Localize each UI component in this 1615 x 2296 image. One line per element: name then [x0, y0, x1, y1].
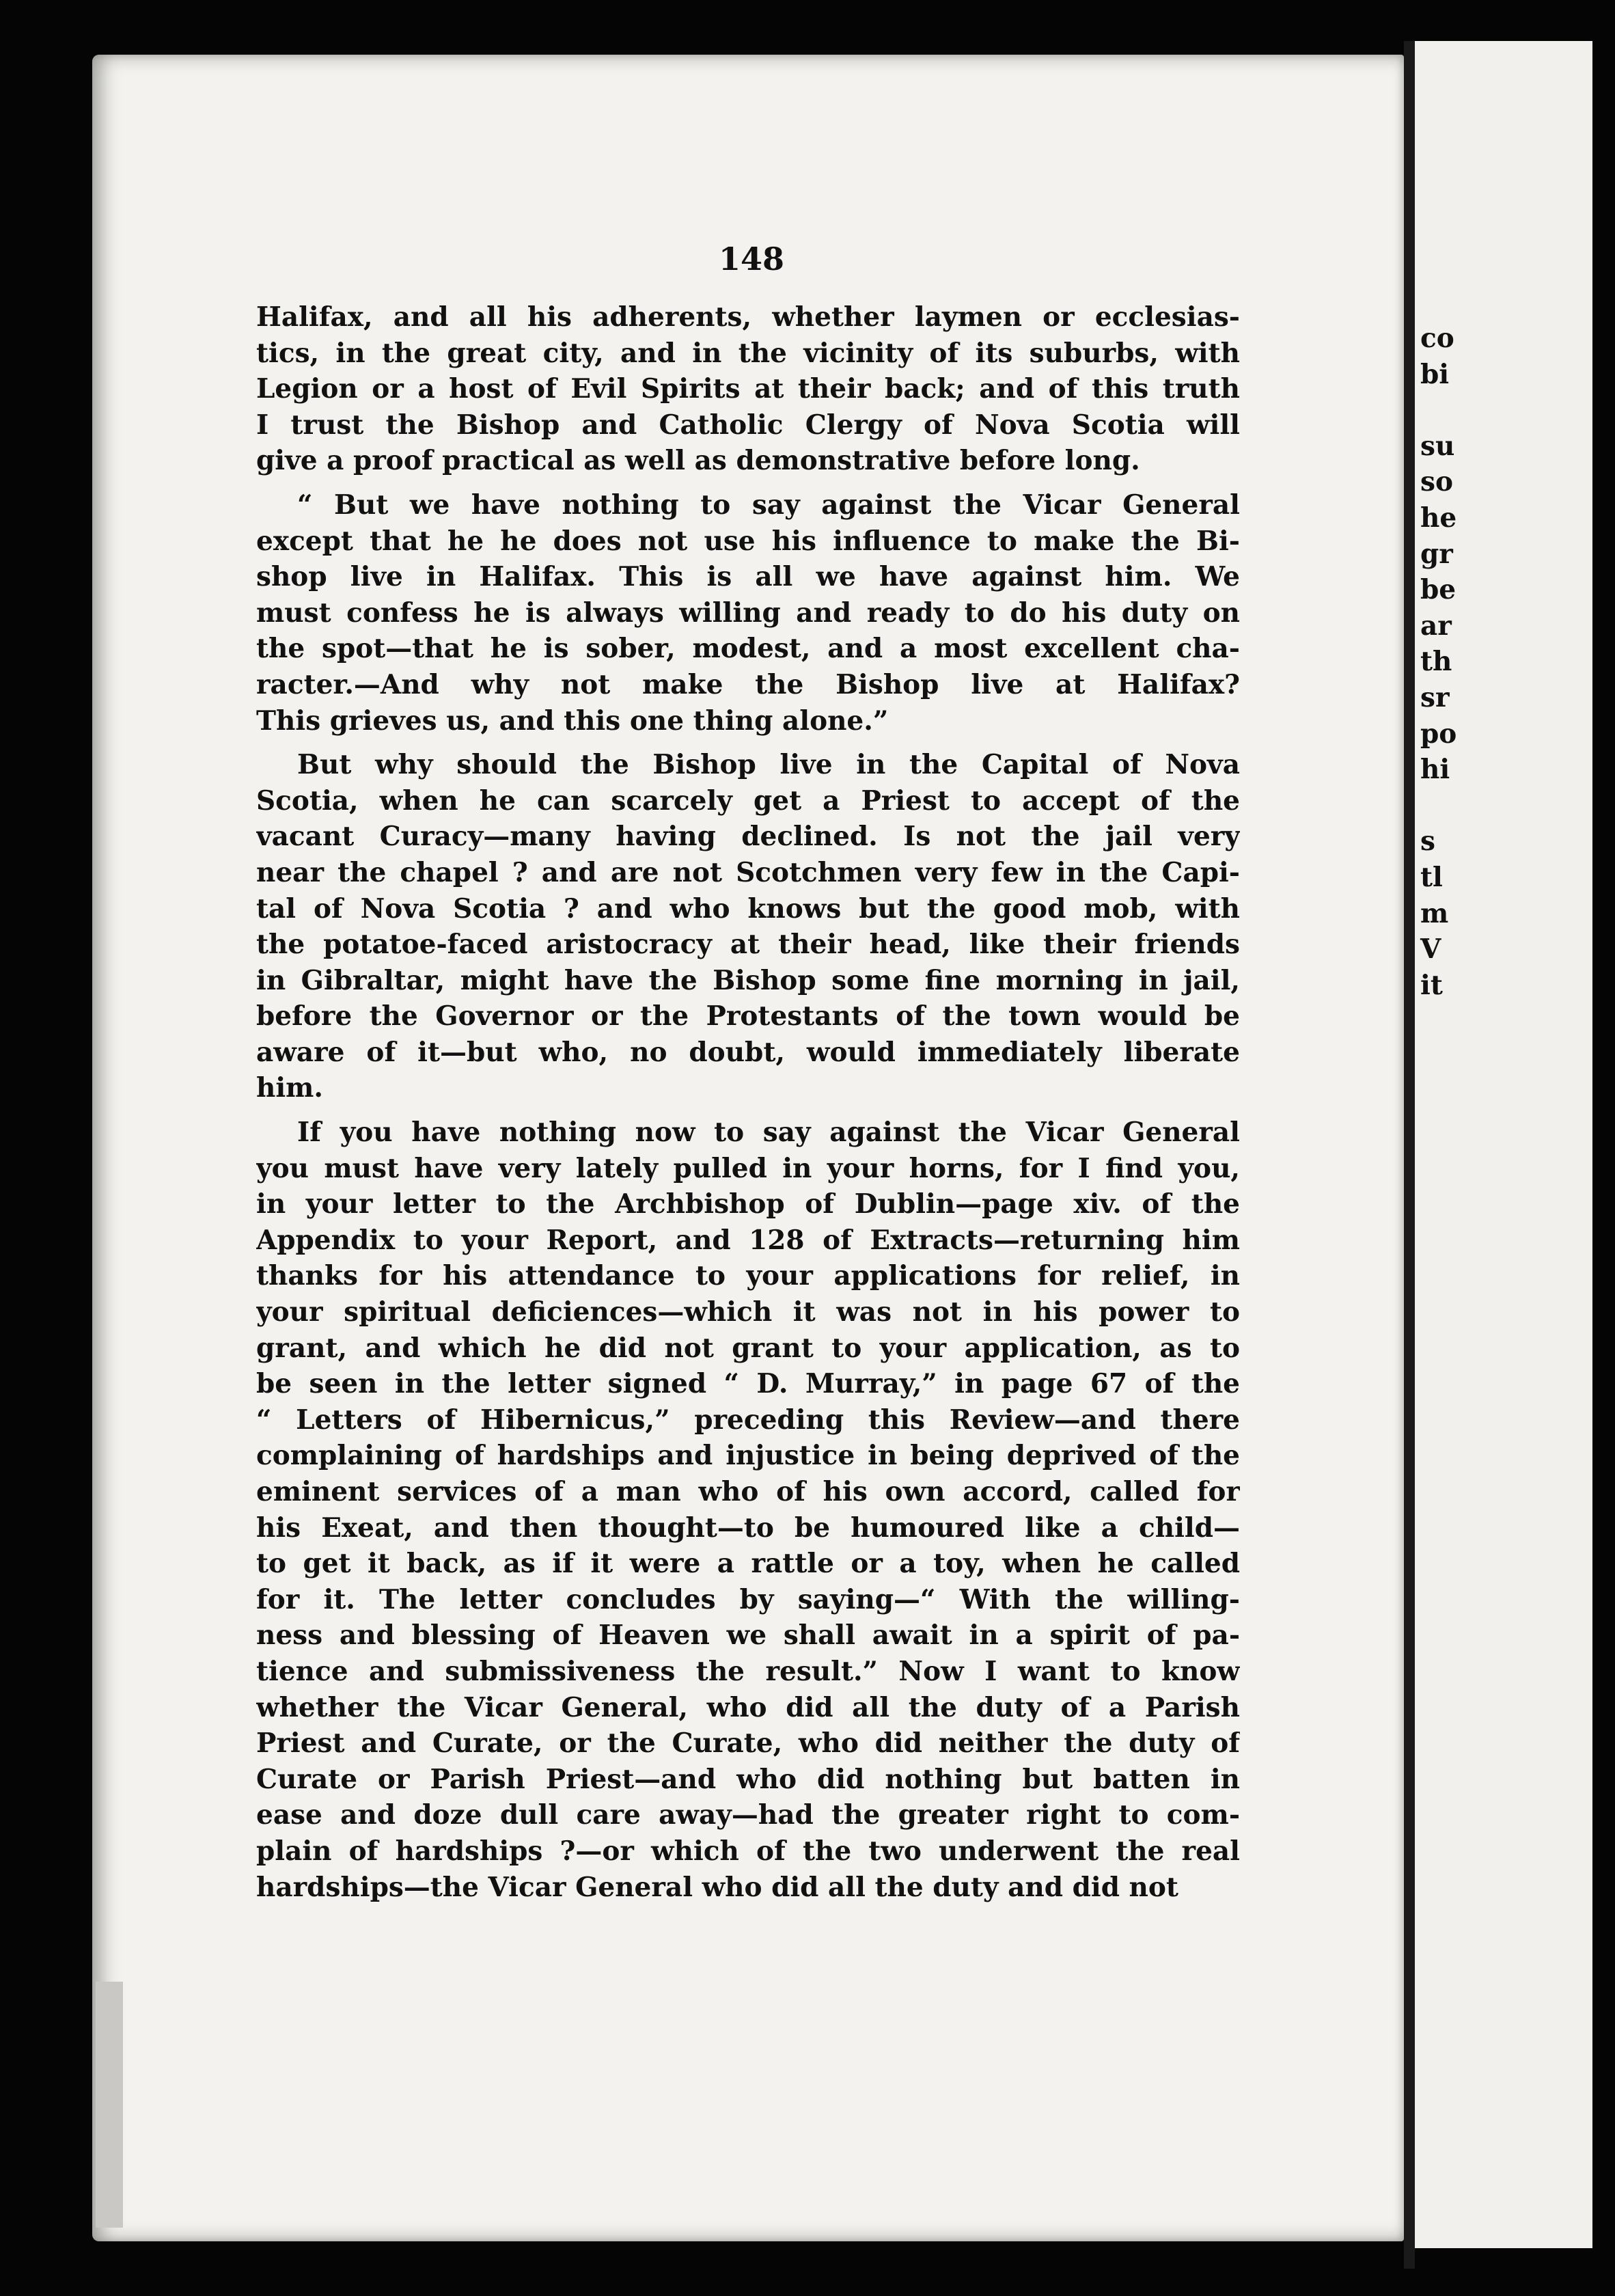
text-line: for it. The letter concludes by saying—“ With the willing-	[256, 1583, 1240, 1615]
text-line: plain of hardships ?—or which of the two underwent the real	[256, 1835, 1240, 1867]
text-line: before the Governor or the Protestants of the town would be	[256, 1000, 1240, 1033]
paragraph-gap	[256, 739, 1240, 747]
right-page-fragment: be	[1420, 574, 1457, 606]
page-number: 148	[718, 241, 785, 277]
right-page-fragment: gr	[1420, 538, 1453, 570]
paragraph-gap	[256, 479, 1240, 487]
right-page-fragment: po	[1420, 718, 1457, 750]
right-page-fragment: su	[1420, 430, 1455, 462]
text-line: be seen in the letter signed “ D. Murray,” in page 67 of the	[256, 1368, 1240, 1400]
right-page-fragment: co	[1420, 323, 1454, 354]
text-line: in your letter to the Archbishop of Dublin—page xiv. of the	[256, 1188, 1240, 1220]
right-page-fragment: s	[1420, 825, 1435, 858]
book-gutter	[1404, 41, 1415, 2269]
text-line: “ Letters of Hibernicus,” preceding this Review—and there	[256, 1404, 1240, 1436]
text-line: This grieves us, and this one thing alone.”	[256, 705, 889, 737]
right-page-fragment: it	[1420, 969, 1443, 1001]
right-page-fragment: V	[1420, 933, 1441, 966]
page-edge	[96, 1982, 123, 2228]
right-page-fragment: he	[1420, 502, 1457, 534]
text-line: except that he he does not use his influence to make the Bi-	[256, 525, 1240, 557]
text-line: tience and submissiveness the result.” Now I want to know	[256, 1655, 1240, 1687]
text-line: eminent services of a man who of his own accord, called for	[256, 1476, 1240, 1507]
text-line: his Exeat, and then thought—to be humoured like a child—	[256, 1512, 1240, 1544]
text-line: your spiritual deficiences—which it was not in his power to	[256, 1296, 1240, 1328]
text-line: Scotia, when he can scarcely get a Priest to accept of the	[256, 784, 1240, 817]
paragraph	[256, 747, 1240, 1106]
text-line: thanks for his attendance to your applications for relief, in	[256, 1260, 1240, 1292]
text-line: give a proof practical as well as demonstrative before long.	[256, 445, 1140, 477]
paragraph-gap	[256, 1106, 1240, 1115]
text-line: whether the Vicar General, who did all the duty of a Parish	[256, 1691, 1240, 1723]
paragraph	[256, 1115, 1240, 1905]
text-line: tics, in the great city, and in the vicinity of its suburbs, with	[256, 337, 1240, 369]
right-page-fragment: tl	[1420, 862, 1443, 893]
text-line: ease and doze dull care away—had the greater right to com-	[256, 1799, 1240, 1831]
text-line: shop live in Halifax. This is all we have against him. We	[256, 561, 1240, 593]
text-line: Halifax, and all his adherents, whether laymen or ecclesias-	[256, 301, 1240, 333]
text-line: ness and blessing of Heaven we shall await in a spirit of pa-	[256, 1620, 1240, 1652]
text-line: Legion or a host of Evil Spirits at their back; and of this truth	[256, 373, 1240, 405]
right-page-fragment: m	[1420, 897, 1449, 929]
text-line: “ But we have nothing to say against the Vicar General	[297, 489, 1240, 521]
text-line: grant, and which he did not grant to your application, as to	[256, 1332, 1240, 1364]
text-line: in Gibraltar, might have the Bishop some fine morning in jail,	[256, 964, 1240, 996]
right-page-fragment: bi	[1420, 358, 1450, 390]
text-line: But why should the Bishop live in the Capital of Nova	[297, 749, 1240, 781]
text-line: him.	[256, 1072, 324, 1104]
text-line: must confess he is always willing and ready to do his duty on	[256, 597, 1240, 629]
text-line: vacant Curacy—many having declined. Is not the jail very	[256, 821, 1240, 853]
right-page-fragment: th	[1420, 646, 1452, 678]
text-line: aware of it—but who, no doubt, would immediately liberate	[256, 1036, 1240, 1068]
right-page-fragment: so	[1420, 466, 1453, 498]
text-line: the spot—that he is sober, modest, and a most excellent cha-	[256, 633, 1240, 665]
paragraph	[256, 299, 1240, 479]
text-line: If you have nothing now to say against the Vicar General	[297, 1117, 1240, 1149]
right-page-fragment: ar	[1420, 610, 1452, 642]
text-line: Appendix to your Report, and 128 of Extracts—returning him	[256, 1224, 1240, 1256]
text-line: near the chapel ? and are not Scotchmen very few in the Capi-	[256, 856, 1240, 888]
text-line: the potatoe-faced aristocracy at their head, like their friends	[256, 929, 1240, 961]
text-line: hardships—the Vicar General who did all the duty and did not	[256, 1871, 1178, 1903]
right-page-fragment: sr	[1420, 682, 1450, 713]
text-line: tal of Nova Scotia ? and who knows but the good mob, with	[256, 892, 1240, 925]
text-line: you must have very lately pulled in your horns, for I find you,	[256, 1152, 1240, 1184]
text-line: to get it back, as if it were a rattle or a toy, when he called	[256, 1548, 1240, 1580]
paragraph	[256, 487, 1240, 739]
body-text	[256, 299, 1240, 1905]
text-line: Curate or Parish Priest—and who did nothing but batten in	[256, 1763, 1240, 1795]
text-line: I trust the Bishop and Catholic Clergy of Nova Scotia will	[256, 409, 1240, 441]
text-line: complaining of hardships and injustice in being deprived of the	[256, 1440, 1240, 1472]
text-line: Priest and Curate, or the Curate, who did neither the duty of	[256, 1727, 1240, 1760]
right-page	[1415, 41, 1592, 2248]
right-page-fragment: hi	[1420, 754, 1450, 786]
text-line: racter.—And why not make the Bishop live at Halifax?	[256, 668, 1240, 700]
